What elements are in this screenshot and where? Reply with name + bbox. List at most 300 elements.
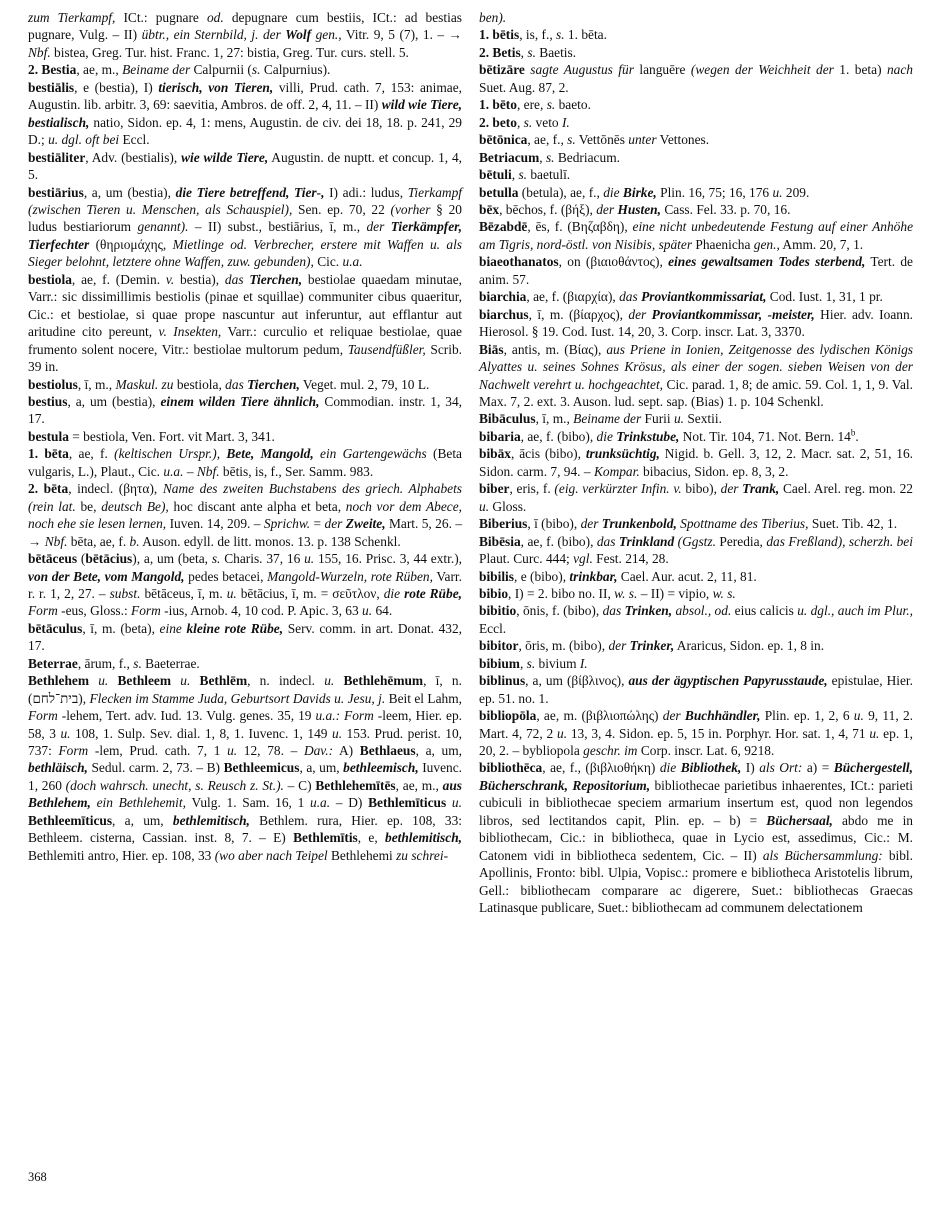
entry-text-segment: 2. beto (479, 114, 517, 130)
entry-text-segment: 1. beta) (833, 62, 887, 78)
entry-text-segment: , (516, 114, 524, 130)
entry-text-segment: s. (526, 655, 536, 671)
entry-text-segment: kleine rote Rübe, (186, 620, 284, 636)
entry-text-segment: Bibliothek, (680, 760, 742, 776)
dictionary-entry (479, 602, 917, 637)
entry-text-segment: Corp. inscr. Lat. 6, 9218. (637, 743, 775, 759)
entry-text-segment: s. (523, 114, 533, 130)
entry-text-segment: Auson. edyll. de litt. monos. 13. p. 138 Schenkl. (139, 533, 401, 549)
entry-text-segment: Kompar. (593, 463, 640, 479)
entry-text-segment: ICt.: pugnare (115, 10, 207, 25)
dictionary-entry (479, 218, 917, 253)
entry-text-segment: (wegen der Weichheit der (690, 62, 834, 78)
dictionary-entry (479, 533, 917, 568)
entry-text-segment: Plaut. Curc. 444; (479, 533, 917, 567)
entry-text-segment: Charis. 37, 16 (220, 551, 305, 567)
entry-text-segment: s. (211, 551, 221, 567)
entry-text-segment: veto (532, 114, 562, 130)
dictionary-entry (479, 114, 913, 131)
entry-text-segment: Tierchen, (247, 376, 300, 392)
entry-text-segment: bestiārius (28, 184, 84, 200)
entry-text-segment: u. dgl. oft bei (48, 132, 120, 148)
entry-text-segment: Cod. Iust. 1, 31, 1 pr. (766, 289, 883, 305)
entry-text-segment: 155, 16. Prisc. 3, 44 extr.), (314, 551, 466, 567)
entry-text-segment: 108, 1. Sulp. Sev. dial. 1, 8, 1. Iuvenc. 1, 149 (70, 725, 332, 741)
entry-text-segment: bētuli (479, 167, 512, 183)
entry-text-segment: s. (518, 167, 528, 183)
entry-text-segment: der (628, 306, 652, 322)
entry-text-segment: Nbf. (44, 533, 68, 549)
entry-text-segment: Furii (641, 411, 674, 427)
entry-text-segment: , (539, 149, 546, 165)
dictionary-entry (479, 480, 917, 515)
entry-text-segment: der (580, 516, 602, 532)
dictionary-entry (479, 201, 913, 218)
entry-text-segment: bivium (535, 655, 580, 671)
entry-text-segment: Sedul. carm. 2, 73. – B) (87, 760, 224, 776)
entry-text-segment: v. (165, 271, 175, 287)
entry-text-segment: Gloss. (489, 498, 527, 514)
entry-text-segment: , a, um (bestia), (67, 393, 161, 409)
entry-text-segment: zum Tierkampf, (28, 10, 116, 25)
entry-text-segment: a) = (802, 760, 834, 776)
entry-text-segment: bibliopōla (479, 708, 537, 724)
entry-text-segment: eius calicis (731, 603, 798, 619)
entry-text-segment: u. (324, 673, 335, 689)
dictionary-entry (479, 96, 913, 113)
entry-text-segment: 1. bētis (479, 27, 520, 43)
entry-text-segment: w. s. (712, 585, 736, 601)
entry-text-segment: (θηριομάχης, (89, 236, 173, 252)
entry-text-segment: Nbf. (196, 463, 220, 479)
entry-text-segment: Bethleemicus (223, 760, 300, 776)
entry-text-segment: Mietlinge od. Verbrecher, erstere mit Waffen u. als Sieger belohnt, letztere ohne Waffen, zuw. gebunden), (28, 236, 466, 270)
entry-text-segment: w. s. (614, 585, 638, 601)
entry-text-segment: Bethlehemi (327, 847, 397, 863)
entry-text-segment: Plin. 16, 75; 16, 176 (656, 184, 773, 200)
dictionary-entry (28, 655, 462, 672)
entry-text-segment: Mangold-Wurzeln, rote Rüben, (267, 568, 433, 584)
entry-text-segment: Trunkenbold, (601, 516, 677, 532)
entry-text-segment: Bethleem (117, 673, 172, 689)
entry-text-segment: genannt). (137, 219, 189, 235)
dictionary-entry (479, 515, 913, 532)
dictionary-entry (479, 341, 917, 411)
entry-text-segment: -eus, Gloss.: (57, 603, 132, 619)
entry-text-segment: § 20 ludus bestiariorum (28, 201, 466, 235)
entry-text-segment: Araricus, Sidon. ep. 1, 8 in. (674, 638, 825, 654)
entry-text-segment: Form (28, 708, 58, 724)
entry-text-segment: biblinus (479, 673, 526, 689)
dictionary-entry (479, 707, 917, 759)
entry-text-segment: – (183, 463, 197, 479)
entry-text-segment: Tierkampf (zwischen Tieren u. Menschen, als Schauspiel), (28, 184, 466, 217)
entry-text-segment: A) (333, 743, 360, 759)
entry-text-segment: bētāceus (28, 551, 78, 567)
entry-text-segment: villi, Prud. cath. 7, 153: animae, Augustin. lib. arbitr. 3, 69: saevitia, Ambros. de off. 2, 4, 11. – II) (28, 79, 465, 113)
entry-text-segment: bestiāliter (28, 149, 86, 165)
entry-text-segment: Tert. de anim. 57. (479, 254, 917, 287)
entry-text-segment: pedes betacei, (184, 568, 268, 584)
entry-text-segment: Spottname des Tiberius, (680, 516, 809, 532)
entry-text-segment: noch vor dem Abece, noch ehe sie lesen lernen, (28, 498, 466, 532)
entry-text-segment: u. (772, 184, 783, 200)
entry-text-segment: u. (332, 725, 343, 741)
entry-text-segment: u. (227, 743, 238, 759)
entry-text-segment: hoc discant ante alpha et beta, (168, 498, 346, 514)
entry-text-segment: Commodian. instr. 1, 34, 17. (28, 393, 466, 427)
entry-text-segment: -lehem, Tert. adv. Iud. 13. Vulg. genes. 35, 19 (57, 708, 316, 724)
entry-text-segment: s. (251, 62, 261, 78)
entry-text-segment: , a, um, (112, 812, 173, 828)
entry-text-segment: -leem, Hier. ep. 58, 3 (28, 708, 466, 741)
entry-text-segment: Iuvenc. 1, 260 (28, 760, 466, 793)
entry-text-segment: Bethlehemītēs (315, 777, 396, 793)
entry-text-segment: die (603, 184, 623, 200)
entry-text-segment: be, (75, 498, 102, 514)
entry-text-segment: ein Gartengewächs (320, 446, 427, 462)
dictionary-entry (28, 184, 466, 271)
entry-text-segment: = bestiola, Ven. Fort. vit Mart. 3, 341. (68, 428, 275, 444)
entry-text-segment: , ae, f., (527, 132, 568, 148)
entry-text-segment: Baeterrae. (141, 655, 200, 671)
entry-text-segment: u. (304, 551, 315, 567)
entry-text-segment: eines gewaltsamen Todes sterbend, (668, 254, 866, 270)
dictionary-entry (28, 61, 462, 78)
entry-text-segment: Bethlaeus (359, 743, 416, 759)
entry-text-segment: das (224, 271, 250, 287)
entry-text-segment: gen., (753, 236, 780, 252)
entry-text-segment: Cic. parad. 1, 8; de amic. 59. Col. 1, 1, 9. Val. Max. 7, 2. ext. 3. Auson. lud. sept. sap. (Bias) 1. p. 104 Schenkl. (479, 376, 917, 409)
entry-text-segment: trinkbar, (569, 568, 618, 584)
entry-text-segment: – D) (330, 795, 369, 811)
dictionary-entry (479, 131, 913, 148)
entry-text-segment: Calpurnii ( (190, 62, 252, 78)
entry-text-segment: zu schrei- (396, 847, 449, 863)
entry-text-segment: , ī, n. ( (28, 673, 466, 706)
dictionary-entry (28, 620, 466, 655)
entry-text-segment: s. (546, 97, 556, 113)
entry-text-segment: der (608, 638, 630, 654)
entry-text-segment: Scrib. 39 in. (28, 341, 466, 375)
entry-text-segment: (Ggstz. (677, 533, 716, 549)
entry-text-segment: der (720, 481, 743, 497)
entry-text-segment: Beit el Lahm, (385, 690, 466, 706)
dictionary-entry (479, 568, 913, 585)
entry-text-segment: , a, um (bestia), (83, 184, 176, 200)
entry-text-segment: bistea, Greg. Tur. hist. Franc. 1, 27: bistia, Greg. Tur. curs. stell. 5. (50, 44, 409, 60)
entry-text-segment: Proviantkommissar, -meister, (651, 306, 815, 322)
entry-text-segment: Zweite, (345, 516, 386, 532)
entry-text-segment: u.a.: (315, 708, 341, 724)
entry-text-segment: , (520, 44, 528, 60)
entry-text-segment: Bēzabdē (479, 219, 528, 235)
entry-text-segment: die (596, 428, 617, 444)
entry-text-segment: Bete, Mangold, (226, 446, 314, 462)
entry-text-segment: Bethleemīticus (28, 812, 113, 828)
entry-text-segment: bibitio (479, 603, 517, 619)
entry-text-segment: , n. indecl. (247, 673, 325, 689)
entry-text-segment: u.a. (310, 795, 331, 811)
entry-text-segment: Cic. (313, 254, 343, 270)
entry-text-segment: Eccl. (119, 132, 150, 148)
entry-text-segment: u.a. (163, 463, 184, 479)
entry-text-segment: Bibēsia (479, 533, 521, 549)
entry-text-segment: bētācius, ī, m. = σεῦτλον, (236, 585, 384, 601)
entry-text-segment: bestius (28, 393, 68, 409)
dictionary-entry (479, 445, 917, 480)
entry-text-segment: biarchia (479, 289, 527, 305)
entry-text-segment: u. (226, 585, 237, 601)
entry-text-segment: die Tiere betreffend, Tier-, (175, 184, 325, 200)
entry-text-segment: b (850, 427, 856, 438)
entry-text-segment (462, 795, 465, 810)
right-column (479, 9, 917, 917)
entry-text-segment: einem wilden Tiere ähnlich, (160, 393, 320, 409)
entry-text-segment: s. (527, 44, 536, 60)
entry-text-segment: , a, um, (299, 760, 344, 776)
entry-text-segment: Betriacum (479, 149, 540, 165)
dictionary-entry (479, 428, 913, 445)
entry-text-segment: bibo), (681, 481, 721, 497)
entry-text-segment: Vettones. (656, 132, 710, 148)
entry-text-segment: Form (28, 603, 58, 619)
entry-text-segment: u. (451, 795, 462, 811)
entry-text-segment: vgl. (573, 551, 593, 567)
entry-text-segment: 2. Betis (479, 44, 521, 60)
entry-text-segment: (Beta vulgaris, L.), Plaut., Cic. (28, 446, 466, 479)
entry-text-segment: , (519, 655, 527, 671)
entry-text-segment: od. (206, 10, 224, 25)
entry-text-segment: , ae, f. (bibo), (520, 533, 597, 549)
entry-text-segment: ), (78, 690, 90, 706)
entry-text-segment: Suet. Aug. 87, 2. (479, 62, 917, 95)
dictionary-entry (28, 445, 466, 480)
entry-text-segment: bētis, is, f., Ser. Samm. 983. (219, 463, 374, 479)
entry-text-segment: der (324, 516, 346, 532)
entry-text-segment: 2. bēta (28, 481, 69, 497)
entry-text-segment: Cass. Fel. 33. p. 70, 16. (660, 201, 791, 217)
entry-text-segment: biarchus (479, 306, 529, 322)
dictionary-entry (479, 26, 913, 43)
dictionary-entry (479, 149, 913, 166)
entry-text-segment: baetulī. (527, 167, 571, 183)
entry-text-segment: I. (561, 114, 570, 130)
entry-text-segment: s. (545, 149, 555, 165)
entry-text-segment: bibitor (479, 638, 519, 654)
entry-text-segment: wie wilde Tiere, (181, 149, 269, 165)
entry-text-segment: die (659, 760, 681, 776)
entry-text-segment: Hier. adv. Ioann. Hierosol. § 19. Cod. Iust. 14, 20, 3. Corp. inscr. Lat. 3, 3370. (479, 306, 917, 340)
entry-text-segment: , ae, f. (bibo), (520, 428, 597, 444)
entry-text-segment: Vettōnēs (575, 132, 629, 148)
entry-text-segment: s. (133, 655, 142, 671)
entry-text-segment: Suet. Tib. 42, 1. (808, 516, 898, 532)
entry-text-segment: 2. Bestia (28, 62, 77, 78)
entry-text-segment: Trinkstube, (616, 428, 680, 444)
entry-text-segment: Amm. 20, 7, 1. (779, 236, 864, 252)
entry-text-segment: , ae, m., (395, 777, 443, 793)
entry-text-segment: Beiname der (573, 411, 642, 427)
entry-text-segment: 13, 3, 4. Sidon. ep. 5, 15 in. Porphyr. Hor. sat. 1, 4, 71 (567, 725, 870, 741)
entry-text-segment: Not. Tir. 104, 71. Not. Bern. 14 (679, 428, 851, 444)
entry-text-segment: u. (98, 673, 109, 689)
entry-text-segment: , a, um, (415, 743, 466, 759)
entry-text-segment: I. (579, 655, 588, 671)
entry-text-segment (334, 673, 343, 688)
entry-text-segment: (vorher (390, 201, 431, 217)
entry-text-segment: בית־לחם (32, 690, 79, 706)
entry-text-segment: u. (869, 725, 880, 741)
entry-text-segment: das (602, 603, 625, 619)
entry-text-segment: Name des zweiten Buchstabens des griech. Alphabets (rein lat. (28, 481, 466, 514)
entry-text-segment: sagte Augustus für (530, 62, 634, 78)
dictionary-entry (479, 184, 913, 201)
entry-text-segment: Bethlēm (199, 673, 248, 689)
entry-text-segment: gen., (311, 27, 342, 43)
entry-text-segment: Baetis. (535, 44, 577, 60)
entry-text-segment: u. (362, 603, 373, 619)
entry-text-segment: Buchhändler, (684, 708, 761, 724)
entry-text-segment: Beiname der (122, 62, 191, 78)
entry-text-segment: bētācius (85, 551, 133, 567)
entry-text-segment: der (662, 708, 685, 724)
entry-text-segment: bētāceus, ī, m. (140, 585, 227, 601)
dictionary-entry (479, 166, 913, 183)
entry-text-segment: bestiola, (173, 376, 226, 392)
dictionary-entry (28, 149, 466, 184)
entry-text-segment: s. (556, 27, 565, 43)
entry-text-segment: bibilis (479, 568, 514, 584)
entry-text-segment: , on (βιαιοθάντος), (558, 254, 669, 270)
entry-text-segment: Vulg. 1. Sam. 16, 1 (185, 795, 311, 811)
entry-text-segment: , ācis (bibo), (511, 446, 586, 462)
entry-text-segment: bibium (479, 655, 520, 671)
entry-text-segment: (wo aber nach Teipel (214, 847, 328, 863)
entry-text-segment: , eris, f. (509, 481, 555, 497)
dictionary-entry (28, 79, 466, 149)
entry-text-segment: , ī, m., (77, 376, 116, 392)
entry-text-segment: als Büchersammlung: (762, 847, 883, 863)
entry-text-segment: aus Priene in Ionien, Zeitgenosse des lydischen Königs Alyattes u. seines Sohnes Krösus, als einer der sogen. sieben Weisen von der Nachwelt verehrt u. hochgeachtet, (479, 341, 917, 392)
entry-text-segment: – II) = vipio, (637, 585, 713, 601)
entry-text-segment: das Freßland), scherzh. bei (766, 533, 913, 549)
entry-text-segment: b. (129, 533, 140, 549)
entry-text-segment: , indecl. (βητα), (68, 481, 163, 497)
entry-text-segment: , ae, f. (Demin. (71, 271, 166, 287)
entry-text-segment: baeto. (555, 97, 591, 113)
entry-text-segment: ), a, um (beta, (132, 551, 212, 567)
entry-text-segment: das (619, 289, 642, 305)
entry-text-segment: (doch wahrsch. unecht, s. Reusch z. St.). (65, 777, 284, 793)
entry-text-segment: Tausendfüßler, (347, 341, 426, 357)
entry-text-segment: , ārum, f., (77, 655, 134, 671)
entry-text-segment: betulla (479, 184, 519, 200)
entry-text-segment: 1. bēta (28, 446, 69, 462)
entry-text-segment: Iuven. 14, 209. – (166, 516, 264, 532)
entry-text-segment: Beterrae (28, 655, 78, 671)
entry-text-segment: Trinker, (629, 638, 675, 654)
entry-text-segment: 209. (782, 184, 810, 200)
entry-text-segment: Bethlemiti antro, Hier. ep. 108, 33 (28, 830, 466, 863)
entry-text-segment: bētōnica (479, 132, 528, 148)
entry-text-segment: aus der ägyptischen Papyrusstaude, (628, 673, 828, 689)
entry-text-segment: biber (479, 481, 510, 497)
entry-text-segment: bestiolae quaedam minutae, Varr.: sic dissimillimis bestiolis (pinae et squillae) communiter cibus quaeritur, Cic.: et bestiolae, si quae prope nascuntur aut inferuntur, aut efflantur aut aritudine cito pereunt, (28, 271, 466, 340)
entry-text-segment: deutsch Be), (101, 498, 169, 514)
entry-text-segment: Biberius (479, 516, 528, 532)
entry-text-segment: I) adi.: ludus, (324, 184, 408, 200)
entry-text-segment: -ius, Arnob. 4, 10 cod. P. Apic. 3, 63 (160, 603, 363, 619)
entry-text-segment (171, 673, 180, 688)
entry-text-segment: languēre (633, 62, 691, 78)
entry-text-segment: bestiola (28, 271, 72, 287)
entry-text-segment: von der Bete, vom Mangold, (28, 568, 185, 584)
dictionary-entry (28, 550, 466, 620)
entry-text-segment: Husten, (617, 201, 661, 217)
entry-text-segment: , ōris, m. (bibo), (518, 638, 609, 654)
dictionary-entry (479, 9, 913, 26)
entry-text-segment: 153. Prud. perist. 10, 737: (28, 725, 466, 759)
entry-text-segment: Proviantkommissariat, (641, 289, 767, 305)
entry-text-segment: trunksüchtig, (585, 446, 660, 462)
entry-text-segment: Sen. ep. 70, 22 (292, 201, 391, 217)
entry-text-segment: bētāculus (28, 620, 83, 636)
dictionary-entry (28, 376, 462, 393)
dictionary-entry (479, 585, 913, 602)
entry-text-segment: s. (567, 132, 576, 148)
entry-text-segment: 12, 78. – (237, 743, 304, 759)
dictionary-entry (479, 253, 917, 288)
entry-text-segment: Varr. r. r. 1, 2, 27. – (28, 568, 466, 601)
entry-text-segment: unter (628, 132, 657, 148)
entry-text-segment: bibl. Apollinis, Fronto: bibl. Ulpia, Vopisc.: promere e bibliotheca Aristotelis librum, Gell.: bibliothecam comparare ac digerere, Suet.: bibliothecas Graecas Latinasque publicare, Suet.: bibliothecam ad communem delectationem (479, 847, 917, 916)
entry-text-segment: 1. bēta. (564, 27, 607, 43)
entry-text-segment: (betula), ae, f., (518, 184, 604, 200)
entry-text-segment: eine nicht unbedeutende Festung auf einer Anhöhe am Tigris, nord-östl. von Nisibis, später (479, 219, 917, 252)
entry-text-segment: 1. bēto (479, 97, 517, 113)
dictionary-entry (479, 637, 913, 654)
entry-text-segment: bestiolus (28, 376, 78, 392)
entry-text-segment: das (596, 533, 619, 549)
entry-text-segment: u. (60, 725, 71, 741)
entry-text-segment: . (855, 428, 859, 444)
entry-text-segment: , (511, 167, 519, 183)
entry-text-segment: Bibāculus (479, 411, 536, 427)
entry-text-segment: bēta, ae, f. (67, 533, 130, 549)
entry-text-segment: nach (886, 62, 913, 78)
entry-text-segment: Fest. 214, 28. (592, 551, 669, 567)
entry-text-segment: , ī, m. (beta), (82, 620, 160, 636)
entry-text-segment: Sextii. (684, 411, 722, 427)
entry-text-segment: u. (853, 708, 864, 724)
entry-text-segment (462, 586, 465, 601)
entry-text-segment: subst. (109, 585, 141, 601)
entry-text-segment: , Adv. (bestialis), (85, 149, 182, 165)
entry-text-segment: , ī (bibo), (527, 516, 581, 532)
entry-text-segment: depugnare cum bestiis, ICt.: ad bestias pugnare, Vulg. – II) (28, 10, 466, 43)
entry-text-segment: Plin. ep. 1, 2, 6 (760, 708, 854, 724)
dictionary-entry (479, 410, 913, 427)
entry-text-segment: , ae, m. (βιβλιοπώλης) (536, 708, 663, 724)
entry-text-segment: Form (131, 603, 161, 619)
entry-text-segment: Bethlemītis (293, 830, 358, 846)
dictionary-entry (479, 61, 917, 96)
entry-text-segment: ep. 1, 20, 2. – bybliopola (479, 725, 917, 759)
entry-text-segment: bētizāre (479, 62, 525, 78)
entry-text-segment: bibliothēca (479, 760, 543, 776)
entry-text-segment: -lem, Prud. cath. 7, 1 (88, 743, 228, 759)
